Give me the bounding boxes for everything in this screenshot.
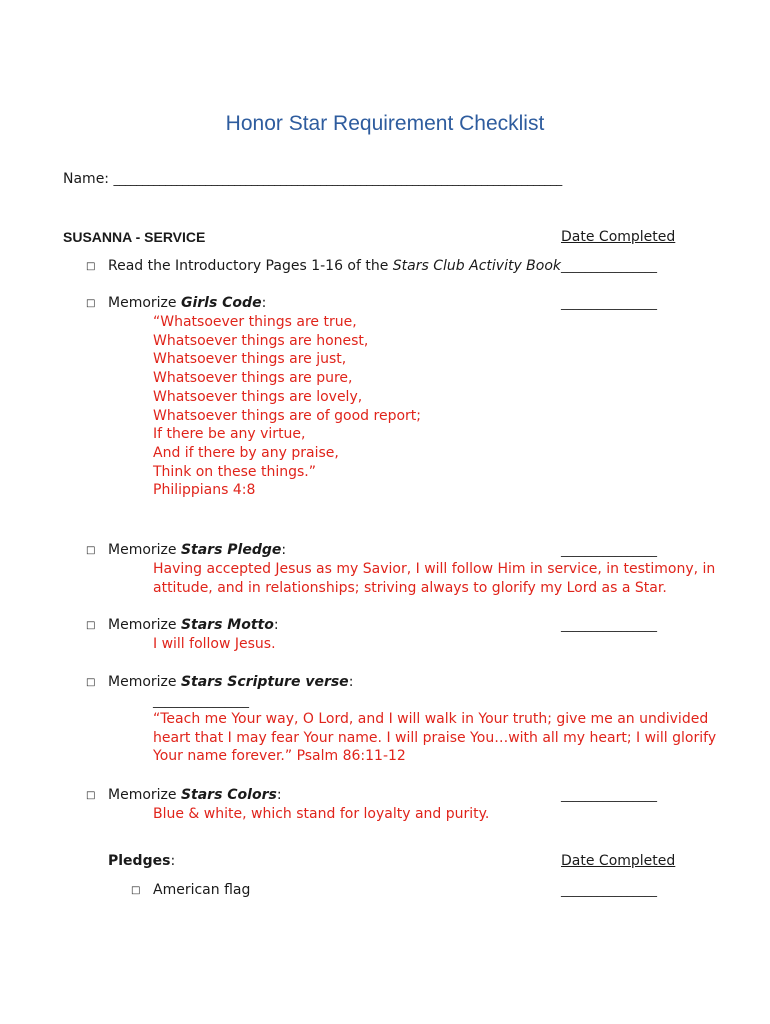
item-emphasis: Stars Motto — [180, 617, 274, 633]
verse-line: Your name forever.” Psalm 86:11-12 — [153, 748, 406, 765]
item-text: Memorize — [108, 787, 181, 803]
item-text: Memorize — [108, 674, 181, 690]
verse-line: And if there by any praise, — [153, 444, 339, 461]
page-title: Honor Star Requirement Checklist — [225, 112, 545, 135]
item-colon: : — [276, 787, 282, 803]
verse-line: Whatsoever things are just, — [153, 351, 347, 368]
verse-line: heart that I may fear Your name. I will praise You…with all my heart; I will glorify — [153, 729, 717, 746]
date-blank[interactable]: ________________ — [561, 618, 657, 632]
verse-line: “Teach me Your way, O Lord, and I will walk in Your truth; give me an undivided — [153, 711, 709, 727]
item-emphasis: Stars Scripture verse — [180, 674, 349, 690]
pledges-label: Pledges — [108, 853, 171, 869]
date-completed-header: Date Completed — [561, 229, 676, 245]
verse-line: Whatsoever things are lovely, — [153, 388, 363, 405]
name-row — [63, 170, 562, 189]
date-blank[interactable]: ________________ — [153, 694, 249, 708]
section-heading: SUSANNA - SERVICE — [63, 229, 206, 245]
checkbox[interactable]: □ — [86, 620, 96, 631]
date-blank[interactable]: ________________ — [561, 883, 657, 897]
item-colon: : — [261, 295, 267, 311]
checkbox[interactable]: □ — [86, 298, 96, 309]
requirement-item — [108, 786, 282, 805]
verse-line: Whatsoever things are honest, — [153, 332, 369, 349]
pledges-heading — [108, 852, 175, 871]
name-field[interactable]: ______________________________________________________________________________ — [113, 172, 562, 186]
verse-reference: Philippians 4:8 — [153, 482, 256, 499]
item-emphasis: Girls Code — [180, 295, 262, 311]
item-emphasis: Stars Club Activity Book — [392, 258, 562, 274]
checkbox[interactable]: □ — [131, 885, 141, 896]
checkbox[interactable]: □ — [86, 790, 96, 801]
checkbox[interactable]: □ — [86, 677, 96, 688]
date-blank[interactable]: ________________ — [561, 543, 657, 557]
verse-line: Think on these things.” — [153, 463, 316, 480]
stars-motto-text — [153, 635, 276, 654]
item-colon: : — [273, 617, 279, 633]
pledge-line: Having accepted Jesus as my Savior, I will follow Him in service, in testimony, in — [153, 561, 716, 577]
date-blank[interactable]: ________________ — [561, 296, 657, 310]
girls-code-text — [153, 313, 421, 500]
checkbox[interactable]: □ — [86, 261, 96, 272]
name-label: Name: — [63, 171, 110, 187]
date-blank[interactable]: ________________ — [561, 259, 657, 273]
verse-line: If there be any virtue, — [153, 426, 306, 443]
requirement-item — [108, 541, 286, 560]
checkbox[interactable]: □ — [86, 545, 96, 556]
item-text: Memorize — [108, 295, 181, 311]
motto-line: I will follow Jesus. — [153, 636, 276, 652]
requirement-item — [108, 616, 279, 635]
requirement-item — [108, 294, 266, 313]
verse-line: Whatsoever things are pure, — [153, 370, 353, 387]
item-text: Memorize — [108, 542, 181, 558]
date-completed-header: Date Completed — [561, 853, 676, 869]
item-text: Read the Introductory Pages 1-16 of the — [108, 258, 393, 274]
pledge-item-american-flag: American flag — [153, 882, 251, 898]
requirement-item — [108, 257, 561, 276]
item-emphasis: Stars Pledge — [180, 542, 282, 558]
item-colon: : — [281, 542, 287, 558]
requirement-item — [108, 673, 353, 692]
item-emphasis: Stars Colors — [180, 787, 277, 803]
stars-pledge-text — [153, 560, 715, 597]
date-blank[interactable]: ________________ — [561, 788, 657, 802]
pledges-colon: : — [170, 853, 176, 869]
verse-line: “Whatsoever things are true, — [153, 314, 357, 330]
item-colon: : — [348, 674, 354, 690]
stars-colors-text — [153, 805, 489, 824]
scripture-verse-text — [153, 710, 716, 766]
pledge-line: attitude, and in relationships; striving always to glorify my Lord as a Star. — [153, 579, 667, 596]
verse-line: Whatsoever things are of good report; — [153, 407, 421, 424]
colors-line: Blue & white, which stand for loyalty and purity. — [153, 806, 490, 822]
item-text: Memorize — [108, 617, 181, 633]
